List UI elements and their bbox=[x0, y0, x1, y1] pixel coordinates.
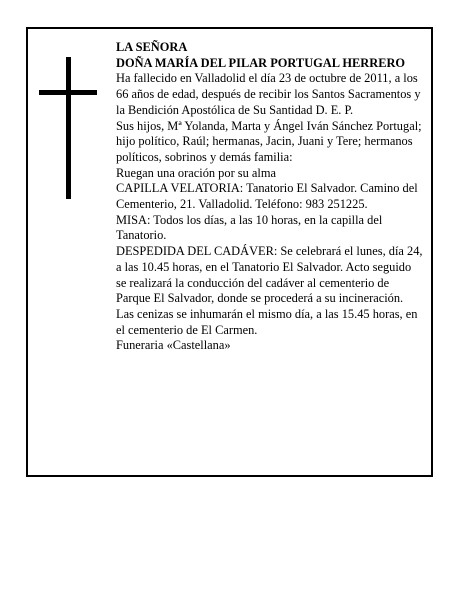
farewell-info: DESPEDIDA DEL CADÁVER: Se celebrará el lunes, día 24, a las 10.45 horas, en el Tanatorio El Salvador. Acto seguido se realizará la conducción del cadáver al cementerio de Parque El Salvador, donde se procederá a su incineración. Las cenizas se inhumarán el mismo día, a las 15.45 horas, en el cementerio de El Carmen. bbox=[116, 244, 423, 337]
cross-vertical-bar bbox=[66, 57, 71, 199]
obituary-notice bbox=[26, 27, 433, 477]
mass-info: MISA: Todos los días, a las 10 horas, en la capilla del Tanatorio. bbox=[116, 212, 383, 243]
deceased-title: LA SEÑORA bbox=[116, 40, 188, 54]
cross-horizontal-bar bbox=[39, 90, 97, 95]
notice-text bbox=[116, 40, 424, 354]
prayer-request: Ruegan una oración por su alma bbox=[116, 165, 276, 180]
chapel-info: CAPILLA VELATORIA: Tanatorio El Salvador. Camino del Cementerio, 21. Valladolid. Teléfono: 983 251225. bbox=[116, 181, 418, 212]
death-announcement: Ha fallecido en Valladolid el día 23 de octubre de 2011, a los 66 años de edad, después de recibir los Santos Sacramentos y la Bendición Apostólica de Su Santidad D. E. P. bbox=[116, 71, 421, 117]
deceased-name: DOÑA MARÍA DEL PILAR PORTUGAL HERRERO bbox=[116, 55, 406, 70]
funeral-home: Funeraria «Castellana» bbox=[116, 338, 231, 353]
latin-cross-icon bbox=[28, 29, 108, 229]
family-list: Sus hijos, Mª Yolanda, Marta y Ángel Iván Sánchez Portugal; hijo político, Raúl; hermanas, Jacin, Juani y Tere; hermanos políticos, sobrinos y demás familia: bbox=[116, 118, 422, 164]
